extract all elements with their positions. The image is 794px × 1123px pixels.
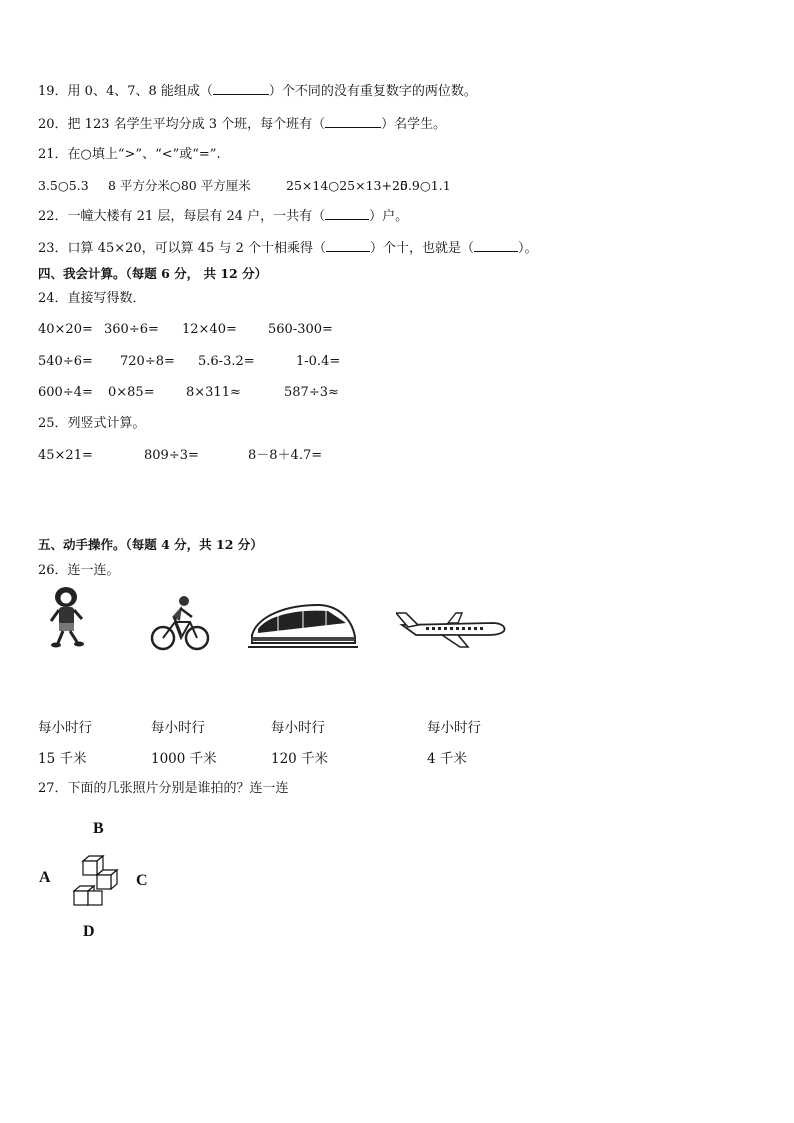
speed-label-2: 每小时行 bbox=[151, 720, 205, 736]
q25-item: 809÷3= bbox=[144, 448, 199, 463]
question-24-title: 24．直接写得数． bbox=[38, 291, 146, 306]
section-4-heading: 四、我会计算。（每题 6 分， 共 12 分） bbox=[38, 266, 268, 281]
question-21-title: 21．在○填上“>”、“<”或“=”. bbox=[38, 147, 221, 162]
q22-text-post: ）户。 bbox=[369, 209, 409, 224]
speed-value-1[interactable]: 15 千米 bbox=[38, 751, 87, 767]
q23-text-mid: ）个十，也就是（ bbox=[370, 241, 475, 256]
q24-item: 720÷8= bbox=[120, 354, 175, 369]
question-19 bbox=[38, 82, 477, 101]
q24-item: 360÷6= bbox=[104, 322, 159, 337]
speed-label-4: 每小时行 bbox=[427, 720, 481, 736]
q24-item: 600÷4= bbox=[38, 385, 93, 400]
q21-item: 3.5○5.3 bbox=[38, 178, 89, 193]
q21-item: 0.9○1.1 bbox=[400, 178, 451, 193]
q23-text-post: ）。 bbox=[518, 241, 538, 256]
question-22 bbox=[38, 207, 408, 226]
speed-value-3[interactable]: 120 千米 bbox=[271, 751, 329, 767]
q22-answer-blank[interactable] bbox=[325, 207, 369, 220]
q20-answer-blank[interactable] bbox=[325, 115, 381, 128]
train-icon[interactable] bbox=[248, 599, 358, 651]
q24-item: 560-300= bbox=[268, 322, 333, 337]
q24-item: 40×20= bbox=[38, 322, 93, 337]
speed-label-1: 每小时行 bbox=[38, 720, 92, 736]
question-23 bbox=[38, 239, 538, 258]
section-5-heading: 五、动手操作。（每题 4 分，共 12 分） bbox=[38, 537, 263, 552]
q19-text-post: ）个不同的没有重复数字的两位数。 bbox=[268, 84, 477, 99]
viewer-d-label[interactable]: D bbox=[83, 923, 95, 940]
q26-pictures bbox=[0, 585, 794, 665]
q19-text-pre: 19．用 0、4、7、8 能组成（ bbox=[38, 84, 213, 99]
question-27-title: 27．下面的几张照片分别是谁拍的？连一连 bbox=[38, 781, 289, 796]
q24-item: 8×311≈ bbox=[186, 385, 241, 400]
q24-item: 587÷3≈ bbox=[284, 385, 339, 400]
q23-text-pre: 23．口算 45×20，可以算 45 与 2 个十相乘得（ bbox=[38, 241, 326, 256]
q24-item: 1-0.4= bbox=[296, 354, 341, 369]
q20-text-post: ）名学生。 bbox=[381, 117, 447, 132]
speed-label-3: 每小时行 bbox=[271, 720, 325, 736]
question-25-title: 25．列竖式计算。 bbox=[38, 416, 146, 431]
cyclist-icon[interactable] bbox=[150, 595, 210, 653]
q19-answer-blank[interactable] bbox=[213, 82, 269, 95]
q22-text-pre: 22．一幢大楼有 21 层，每层有 24 户，一共有（ bbox=[38, 209, 326, 224]
q23-answer-blank-2[interactable] bbox=[474, 239, 518, 252]
q21-item: 8 平方分米○80 平方厘米 bbox=[108, 178, 251, 193]
q20-text-pre: 20．把 123 名学生平均分成 3 个班，每个班有（ bbox=[38, 117, 326, 132]
girl-walking-icon[interactable] bbox=[44, 585, 90, 649]
q24-item: 0×85= bbox=[108, 385, 155, 400]
q25-item: 45×21= bbox=[38, 448, 93, 463]
q25-item: 8－8＋4.7= bbox=[248, 448, 323, 463]
q21-item: 25×14○25×13+25 bbox=[286, 178, 408, 193]
viewer-c-label[interactable]: C bbox=[136, 872, 148, 889]
q24-item: 5.6-3.2= bbox=[198, 354, 255, 369]
question-26-title: 26．连一连。 bbox=[38, 563, 120, 578]
speed-value-2[interactable]: 1000 千米 bbox=[151, 751, 217, 767]
cube-stack-icon bbox=[70, 855, 120, 907]
viewer-b-label[interactable]: B bbox=[93, 820, 104, 837]
q24-item: 12×40= bbox=[182, 322, 237, 337]
q23-answer-blank-1[interactable] bbox=[326, 239, 370, 252]
airplane-icon[interactable] bbox=[396, 607, 508, 649]
speed-value-4[interactable]: 4 千米 bbox=[427, 751, 467, 767]
question-20 bbox=[38, 115, 446, 134]
q24-item: 540÷6= bbox=[38, 354, 93, 369]
viewer-a-label[interactable]: A bbox=[39, 869, 51, 886]
